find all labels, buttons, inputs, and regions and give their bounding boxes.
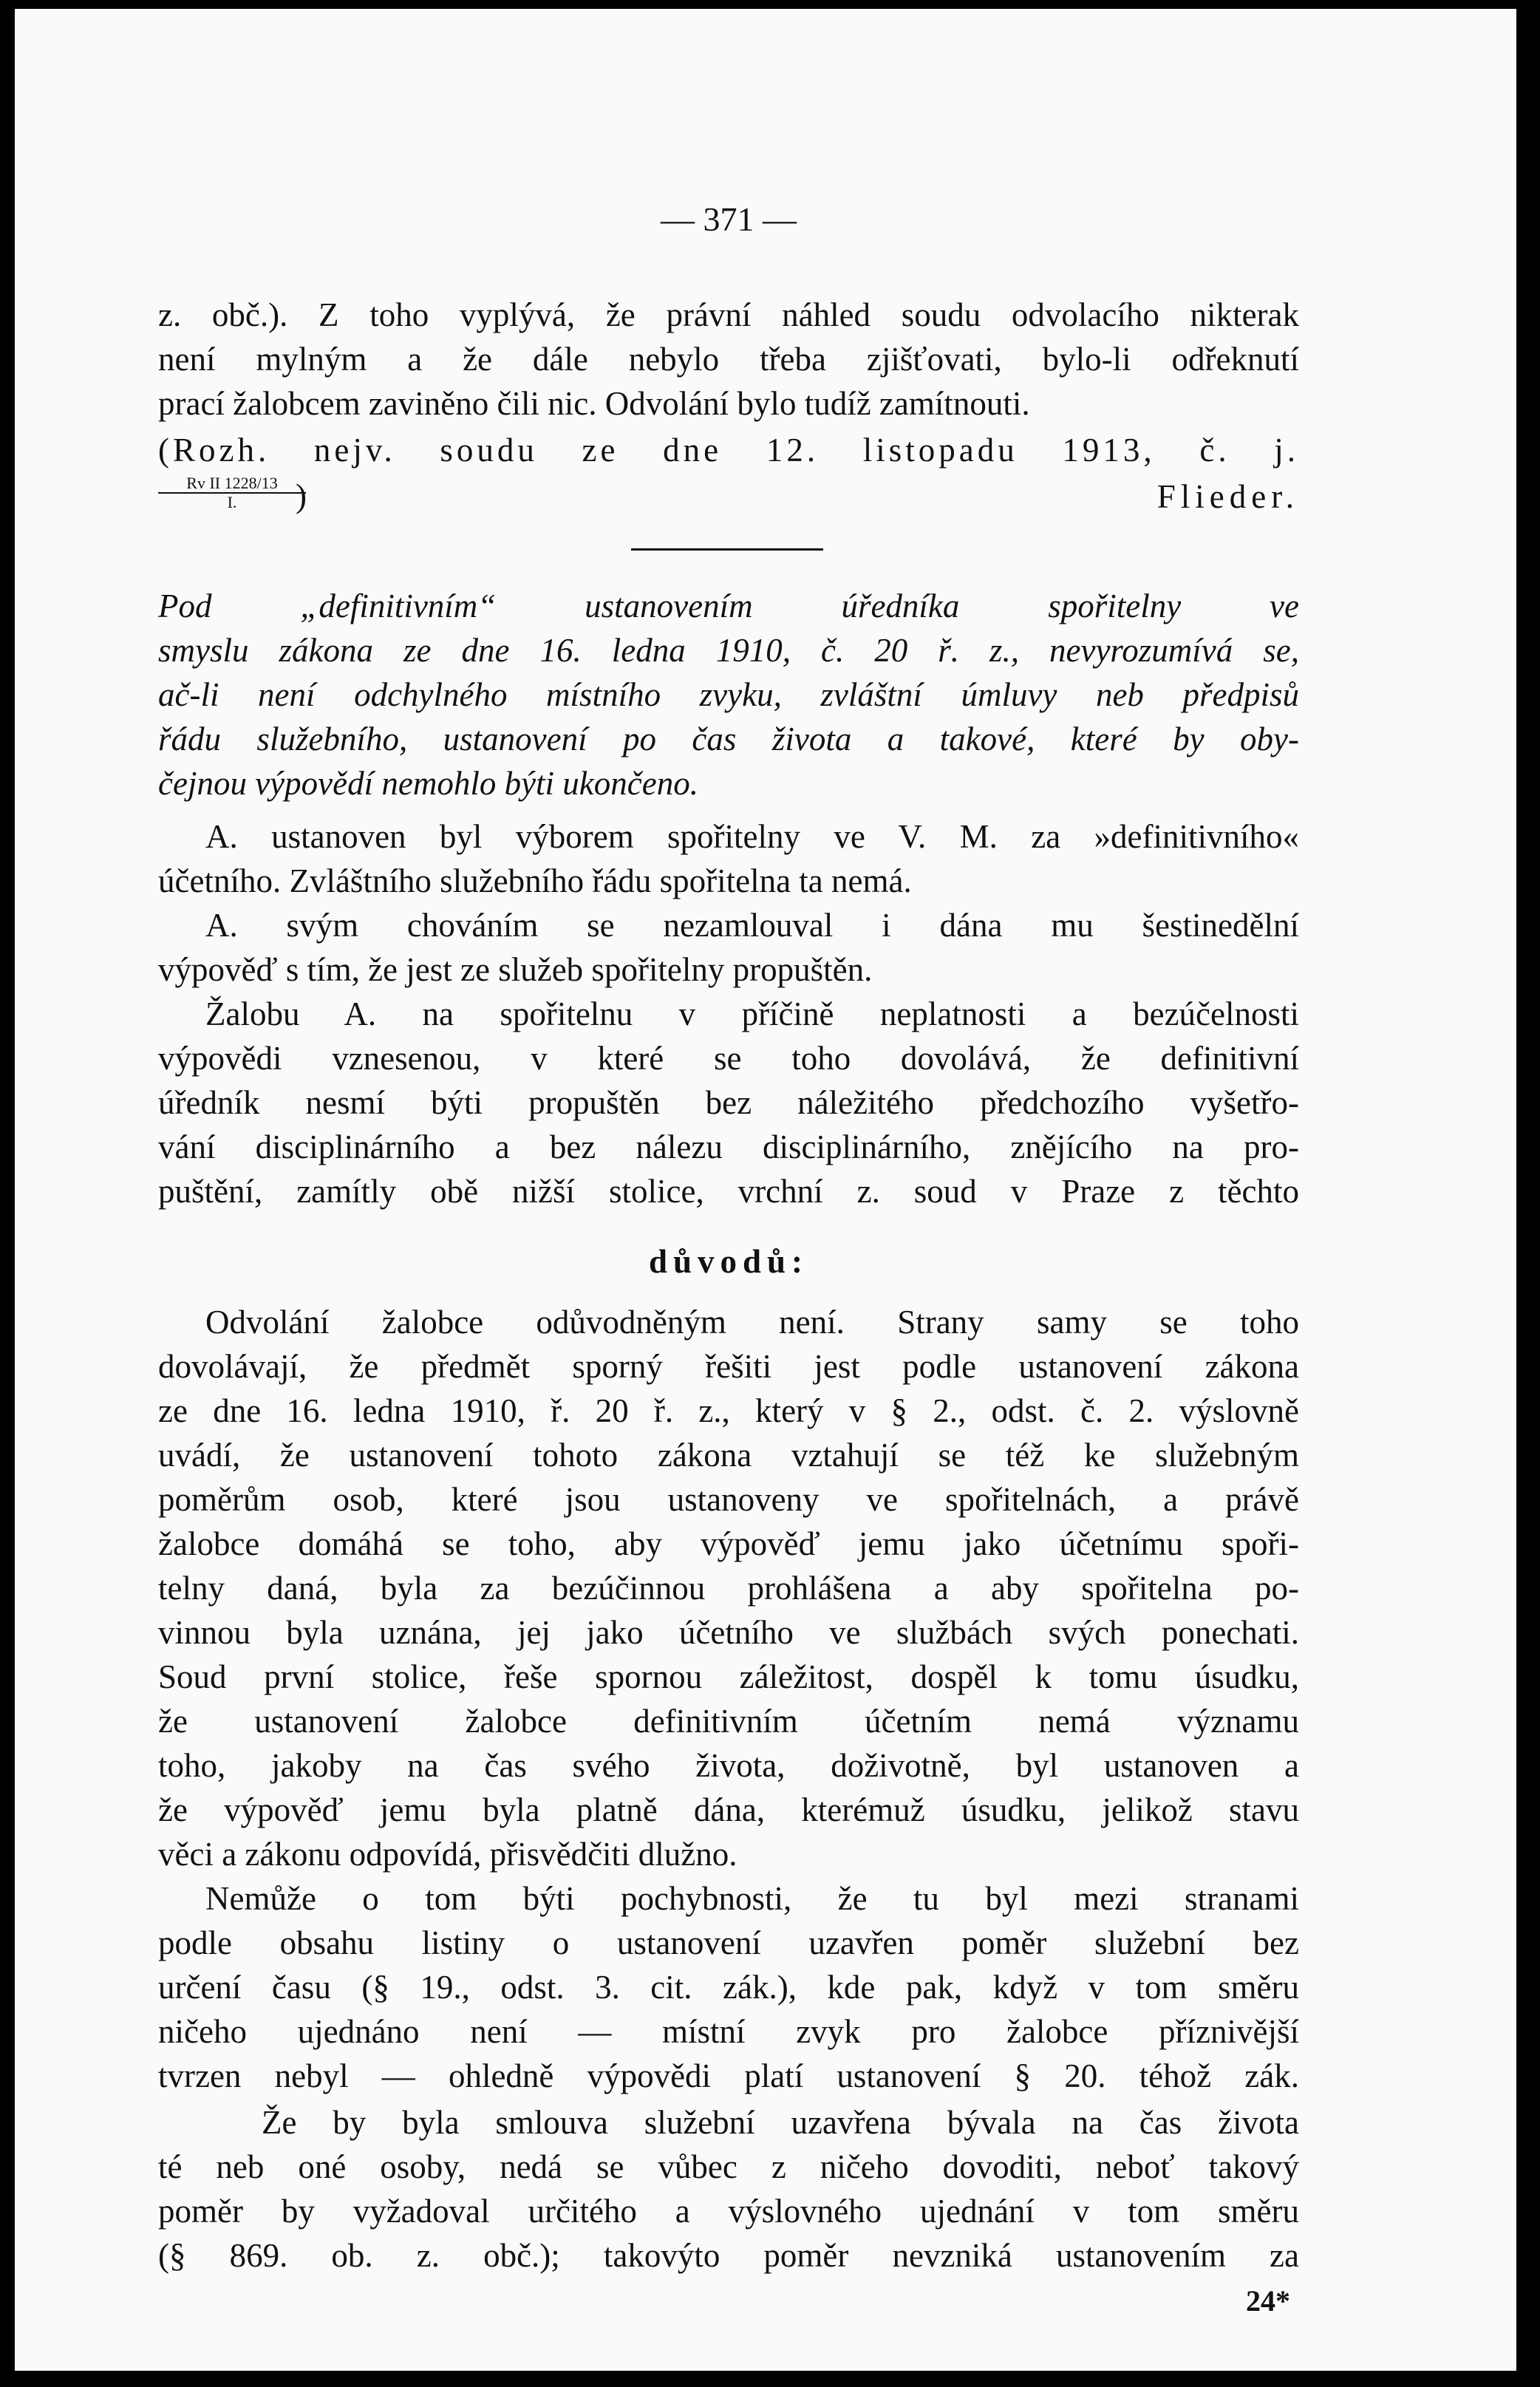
- text-line: není mylným a že dále nebylo třeba zjišťovati, bylo-li odřeknutí: [158, 341, 1299, 378]
- text-line: dovolávají, že předmět sporný řešiti jest podle ustanovení zákona: [158, 1348, 1299, 1385]
- text-line: výpovědi vznesenou, v které se toho dovolává, že definitivní: [158, 1040, 1299, 1077]
- document-page: [15, 9, 1516, 2371]
- text-line: tvrzen nebyl — ohledně výpovědi platí ustanovení § 20. téhož zák.: [158, 2057, 1299, 2094]
- text-line: A. ustanoven byl výborem spořitelny ve V. M. za »definitivního«: [205, 818, 1299, 855]
- page-number: — 371 —: [661, 200, 797, 238]
- case-number: Rv II 1228/13: [158, 474, 306, 494]
- text-line: té neb oné osoby, nedá se vůbec z ničeho dovoditi, neboť takový: [158, 2148, 1299, 2185]
- text-line: prací žalobcem zaviněno čili nic. Odvolání bylo tudíž zamítnouti.: [158, 385, 1030, 422]
- headnote-line: ač-li není odchylného místního zvyku, zvláštní úmluvy neb předpisů: [158, 676, 1299, 713]
- text-line: vání disciplinárního a bez nálezu disciplinárního, znějícího na pro-: [158, 1128, 1299, 1165]
- text-line: Nemůže o tom býti pochybnosti, že tu byl mezi stranami: [205, 1880, 1299, 1917]
- section-heading: důvodů:: [648, 1243, 809, 1280]
- closing-parenthesis: ): [296, 477, 307, 514]
- decision-citation: (Rozh. nejv. soudu ze dne 12. listopadu 1913, č. j.: [158, 432, 1299, 469]
- case-division: I.: [227, 493, 237, 511]
- text-line: Odvolání žalobce odůvodněným není. Strany samy se toho: [205, 1304, 1299, 1341]
- text-line: účetního. Zvláštního služebního řádu spořitelna ta nemá.: [158, 862, 912, 899]
- text-line: vinnou byla uznána, jej jako účetního ve službách svých ponechati.: [158, 1614, 1299, 1651]
- section-divider: [631, 548, 823, 551]
- text-line: telny daná, byla za bezúčinnou prohlášena a aby spořitelna po-: [158, 1570, 1299, 1607]
- text-line: určení času (§ 19., odst. 3. cit. zák.), kde pak, když v tom směru: [158, 1969, 1299, 2006]
- text-line: podle obsahu listiny o ustanovení uzavřen poměr služební bez: [158, 1924, 1299, 1961]
- text-line: úředník nesmí býti propuštěn bez náležitého předchozího vyšetřo-: [158, 1084, 1299, 1121]
- text-line: Že by byla smlouva služební uzavřena bývala na čas života: [262, 2104, 1299, 2141]
- text-line: výpověď s tím, že jest ze služeb spořitelny propuštěn.: [158, 951, 873, 988]
- case-number-fraction: [158, 474, 306, 511]
- text-line: uvádí, že ustanovení tohoto zákona vztahují se též ke služebným: [158, 1437, 1299, 1474]
- text-line: ze dne 16. ledna 1910, ř. 20 ř. z., který v § 2., odst. č. 2. výslovně: [158, 1392, 1299, 1429]
- text-line: toho, jakoby na čas svého života, doživotně, byl ustanoven a: [158, 1747, 1299, 1784]
- author-signature: Flieder.: [1156, 478, 1299, 515]
- signature-mark: 24*: [1246, 2284, 1290, 2318]
- text-line: ničeho ujednáno není — místní zvyk pro žalobce příznivější: [158, 2013, 1299, 2050]
- headnote-line: Pod „definitivním“ ustanovením úředníka spořitelny ve: [158, 588, 1299, 624]
- case-reference-row: [158, 474, 1299, 526]
- text-line: puštění, zamítly obě nižší stolice, vrchní z. soud v Praze z těchto: [158, 1173, 1299, 1210]
- text-line: Žalobu A. na spořitelnu v příčině neplatnosti a bezúčelnosti: [205, 995, 1299, 1032]
- text-line: věci a zákonu odpovídá, přisvědčiti dlužno.: [158, 1836, 737, 1873]
- text-line: žalobce domáhá se toho, aby výpověď jemu jako účetnímu spoři-: [158, 1525, 1299, 1562]
- text-line: A. svým chováním se nezamlouval i dána mu šestinedělní: [205, 907, 1299, 944]
- text-line: poměrům osob, které jsou ustanoveny ve spořitelnách, a právě: [158, 1481, 1299, 1518]
- text-line: že ustanovení žalobce definitivním účetním nemá významu: [158, 1703, 1299, 1740]
- text-line: Soud první stolice, řeše spornou záležitost, dospěl k tomu úsudku,: [158, 1658, 1299, 1695]
- text-line: z. obč.). Z toho vyplývá, že právní náhled soudu odvolacího nikterak: [158, 296, 1299, 333]
- headnote-line: řádu služebního, ustanovení po čas života a takové, které by oby-: [158, 721, 1299, 757]
- headnote-line: čejnou výpovědí nemohlo býti ukončeno.: [158, 765, 698, 802]
- text-line: poměr by vyžadoval určitého a výslovného ujednání v tom směru: [158, 2193, 1299, 2230]
- headnote-line: smyslu zákona ze dne 16. ledna 1910, č. 20 ř. z., nevyrozumívá se,: [158, 632, 1299, 669]
- text-line: (§ 869. ob. z. obč.); takovýto poměr nevzniká ustanovením za: [158, 2237, 1299, 2274]
- text-line: že výpověď jemu byla platně dána, kterémuž úsudku, jelikož stavu: [158, 1791, 1299, 1828]
